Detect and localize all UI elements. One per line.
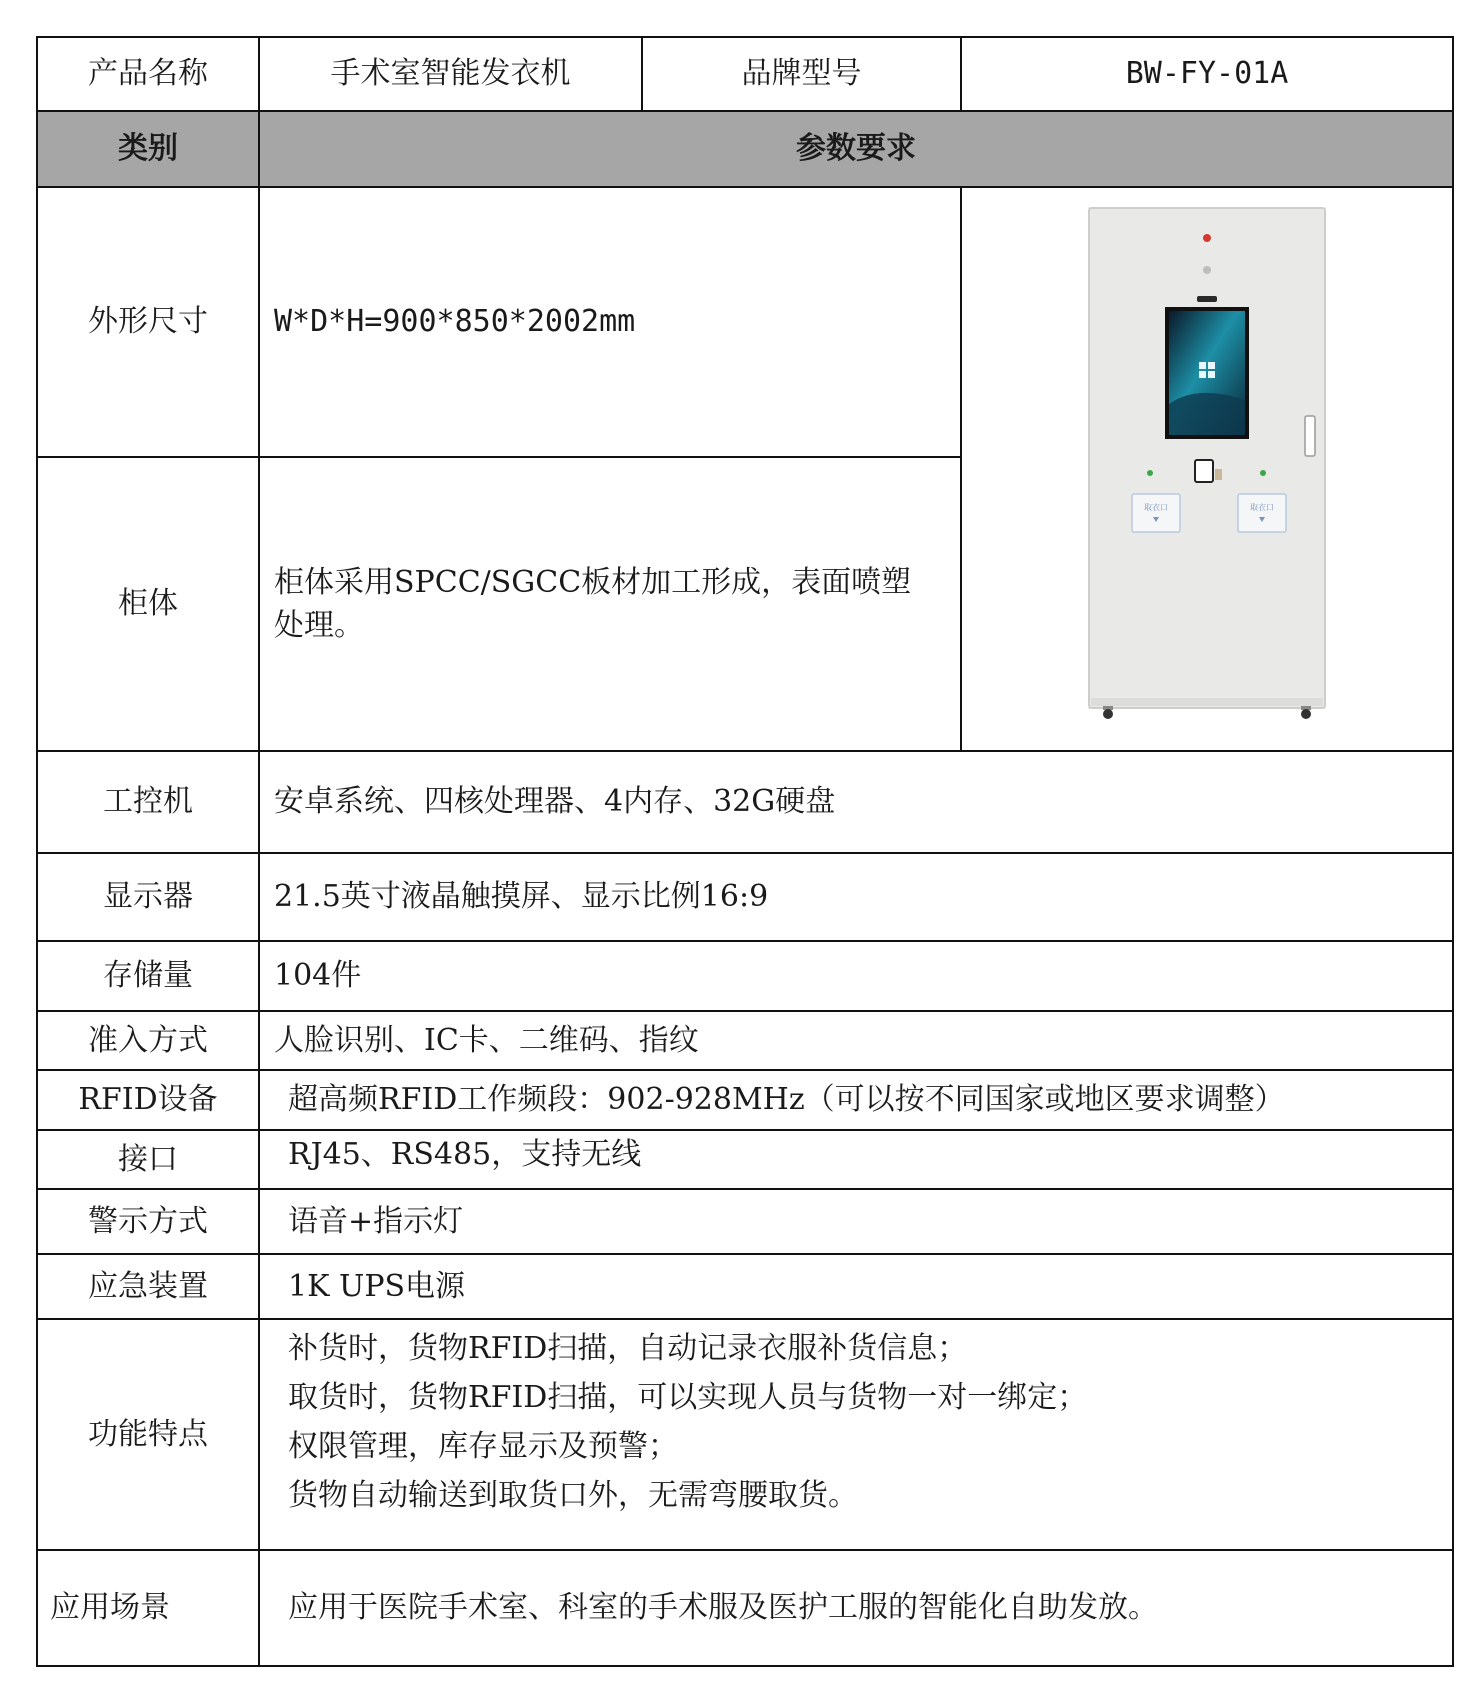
feature-line: 货物自动输送到取货口外，无需弯腰取货。 <box>288 1478 858 1513</box>
feature-line: 取货时，货物RFID扫描，可以实现人员与货物一对一绑定； <box>288 1380 1088 1415</box>
ipc-row <box>37 751 1453 853</box>
capacity-label: 存储量 <box>37 941 259 1011</box>
alert-value: 语音+指示灯 <box>259 1189 1453 1254</box>
access-value: 人脸识别、IC卡、二维码、指纹 <box>259 1011 1453 1070</box>
cabinet-body <box>1089 208 1325 708</box>
category-header: 类别 <box>37 111 259 187</box>
application-value: 应用于医院手术室、科室的手术服及医护工服的智能化自助发放。 <box>259 1550 1453 1666</box>
display-value: 21.5英寸液晶触摸屏、显示比例16:9 <box>259 853 1453 941</box>
requirements-header: 参数要求 <box>259 111 1453 187</box>
access-row <box>37 1011 1453 1070</box>
features-row <box>37 1319 1453 1550</box>
rfid-label: RFID设备 <box>37 1070 259 1130</box>
ipc-value: 安卓系统、四核处理器、4内存、32G硬盘 <box>259 751 1453 853</box>
features-value <box>259 1319 1453 1550</box>
grey-indicator-led <box>1203 266 1211 274</box>
door-handle <box>1305 416 1315 456</box>
machine-image <box>1077 204 1337 734</box>
spec-table <box>36 36 1454 1667</box>
features-label: 功能特点 <box>37 1319 259 1550</box>
rfid-value: 超高频RFID工作频段：902-928MHz（可以按不同国家或地区要求调整） <box>259 1070 1453 1130</box>
svg-text:取衣口: 取衣口 <box>1250 503 1274 512</box>
ipc-label: 工控机 <box>37 751 259 853</box>
table-header-row <box>37 111 1453 187</box>
red-indicator-led <box>1203 234 1211 242</box>
pickup-slot-right <box>1238 494 1286 532</box>
svg-text:取衣口: 取衣口 <box>1144 503 1168 512</box>
capacity-value: 104件 <box>259 941 1453 1011</box>
rfid-row <box>37 1070 1453 1130</box>
alert-row <box>37 1189 1453 1254</box>
card-reader <box>1195 460 1213 482</box>
product-name-value: 手术室智能发衣机 <box>259 37 642 111</box>
product-name-label: 产品名称 <box>37 37 259 111</box>
product-row <box>37 37 1453 111</box>
feature-line: 权限管理，库存显示及预警； <box>288 1429 678 1464</box>
brand-model-label: 品牌型号 <box>642 37 961 111</box>
application-row <box>37 1550 1453 1666</box>
display-label: 显示器 <box>37 853 259 941</box>
brand-model-value: BW-FY-01A <box>961 37 1453 111</box>
emergency-row <box>37 1254 1453 1319</box>
interface-label: 接口 <box>37 1130 259 1189</box>
emergency-value: 1K UPS电源 <box>259 1254 1453 1319</box>
interface-row <box>37 1130 1453 1189</box>
emergency-label: 应急装置 <box>37 1254 259 1319</box>
interface-value: RJ45、RS485，支持无线 <box>259 1130 1453 1189</box>
cabinet-label: 柜体 <box>37 457 259 751</box>
access-label: 准入方式 <box>37 1011 259 1070</box>
dimensions-value: W*D*H=900*850*2002mm <box>259 187 961 457</box>
display-row <box>37 853 1453 941</box>
alert-label: 警示方式 <box>37 1189 259 1254</box>
application-label: 应用场景 <box>37 1550 259 1666</box>
capacity-row <box>37 941 1453 1011</box>
machine-image-cell <box>961 187 1453 751</box>
feature-line: 补货时，货物RFID扫描，自动记录衣服补货信息； <box>288 1331 968 1366</box>
cabinet-value: 柜体采用SPCC/SGCC板材加工形成，表面喷塑处理。 <box>259 457 961 751</box>
dimensions-row <box>37 187 1453 457</box>
dimensions-label: 外形尺寸 <box>37 187 259 457</box>
pickup-slot-left <box>1132 494 1180 532</box>
spec-sheet <box>36 36 1452 1664</box>
